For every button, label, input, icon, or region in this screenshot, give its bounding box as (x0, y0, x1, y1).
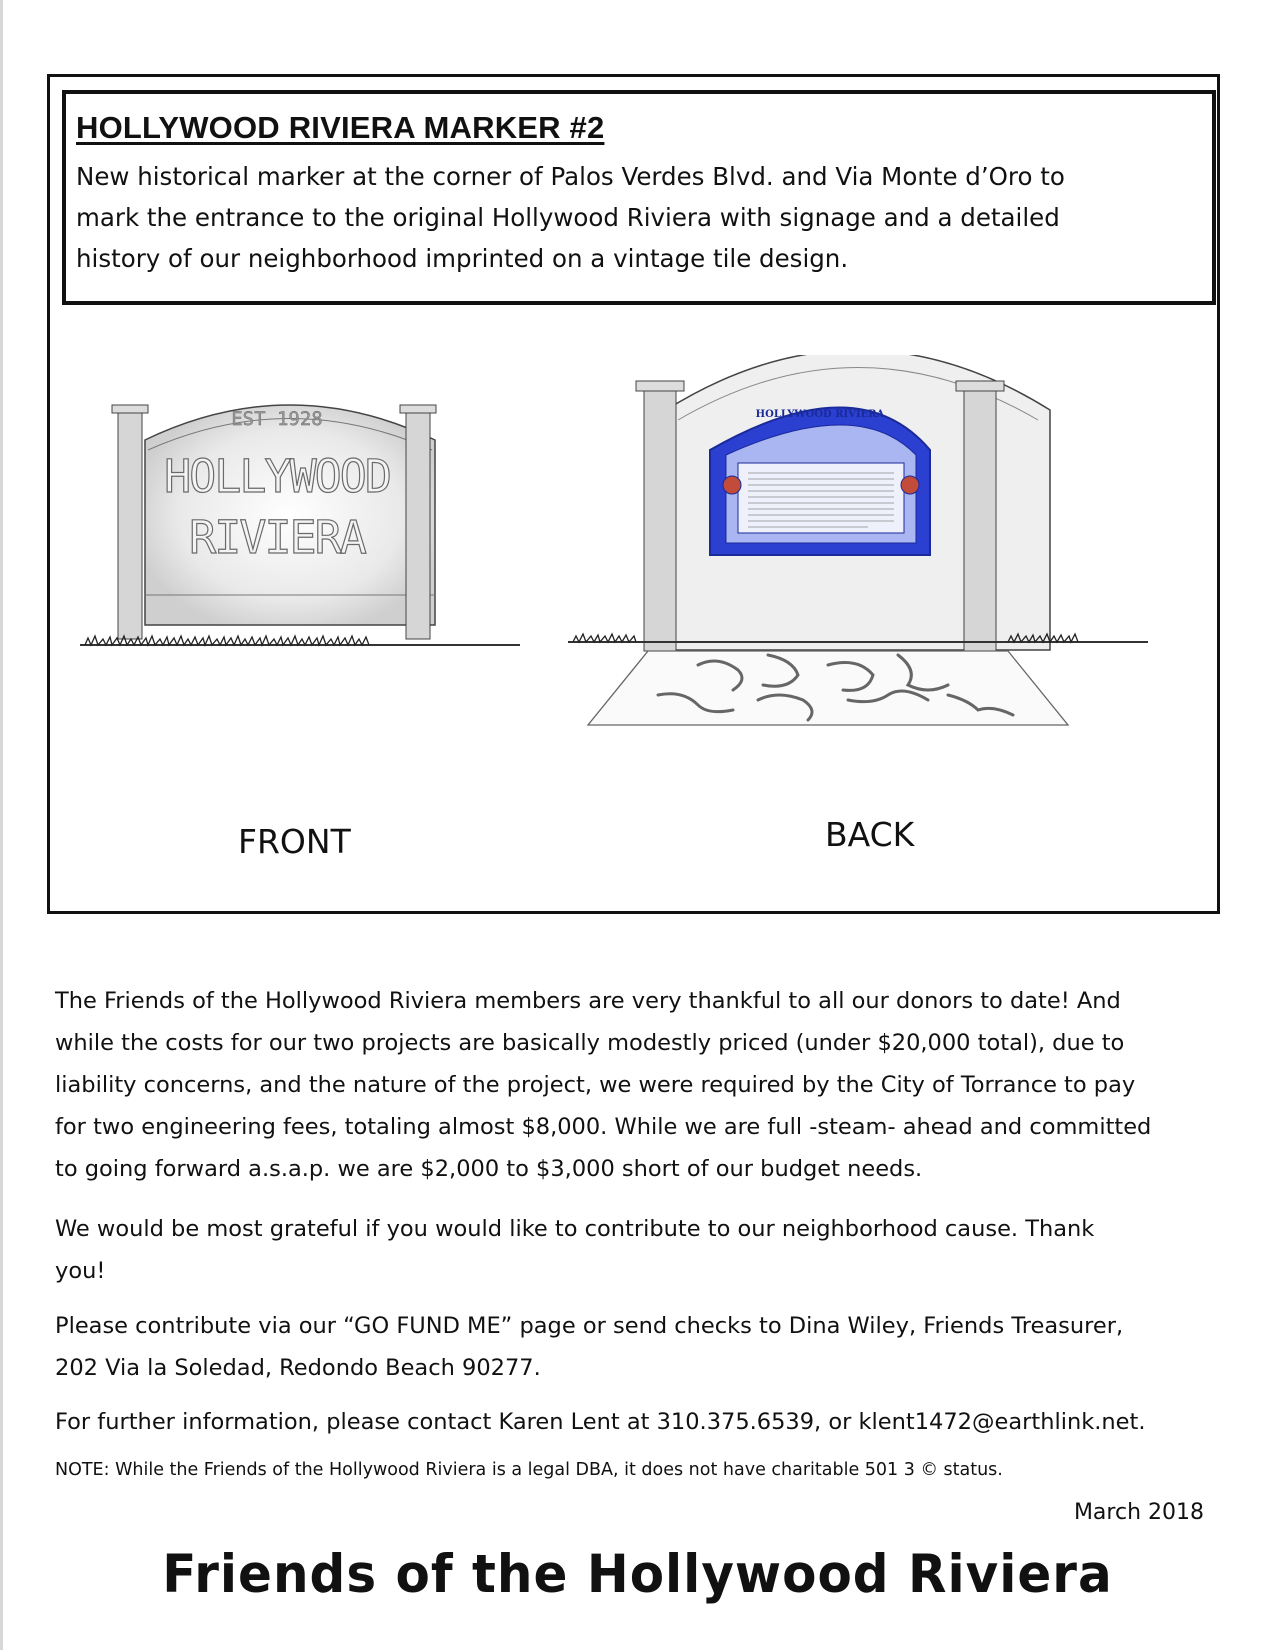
paragraph-line: you! (55, 1258, 106, 1284)
marker-description-line: mark the entrance to the original Hollywood Riviera with signage and a detailed (76, 203, 1060, 232)
paragraph-line: 202 Via la Soledad, Redondo Beach 90277. (55, 1355, 541, 1381)
issue-date: March 2018 (1073, 1500, 1204, 1525)
front-label: FRONT (238, 822, 351, 861)
paragraph-line: while the costs for our two projects are basically modestly priced (under $20,000 total), due to (55, 1030, 1125, 1056)
paragraph-line: The Friends of the Hollywood Riviera members are very thankful to all our donors to date! And (55, 988, 1121, 1014)
marker-description (76, 156, 1202, 279)
back-sign-illustration (568, 355, 1148, 775)
marker-title: HOLLYWOOD RIVIERA MARKER #2 (76, 110, 605, 145)
front-sign-line2: RIVIERA (189, 511, 365, 564)
thank-you-paragraph (55, 980, 1215, 1190)
contribute-request-paragraph (55, 1208, 1215, 1292)
front-sign-est: EST 1928 (231, 408, 323, 430)
paragraph-line: We would be most grateful if you would like to contribute to our neighborhood cause. Thank (55, 1216, 1095, 1242)
front-sign-illustration (80, 395, 520, 695)
legal-note: NOTE: While the Friends of the Hollywood Riviera is a legal DBA, it does not have charitable 501 3 © status. (55, 1460, 1003, 1480)
paragraph-line: Please contribute via our “GO FUND ME” page or send checks to Dina Wiley, Friends Treasurer, (55, 1313, 1124, 1339)
marker-description-line: history of our neighborhood imprinted on a vintage tile design. (76, 244, 849, 273)
back-label: BACK (825, 815, 915, 854)
back-sign-banner: HOLLYWOOD RIVIERA (755, 409, 885, 420)
page-edge (0, 0, 3, 1650)
contact-paragraph: For further information, please contact Karen Lent at 310.375.6539, or klent1472@earthlink.net. (55, 1409, 1146, 1435)
marker-header-box (62, 90, 1216, 305)
front-sign-line1: HOLLYWOOD (164, 450, 390, 503)
footer-organization-title: Friends of the Hollywood Riviera (162, 1543, 1113, 1605)
paragraph-line: to going forward a.s.a.p. we are $2,000 to $3,000 short of our budget needs. (55, 1156, 923, 1182)
paragraph-line: for two engineering fees, totaling almost $8,000. While we are full -steam- ahead and committed (55, 1114, 1152, 1140)
marker-description-line: New historical marker at the corner of Palos Verdes Blvd. and Via Monte d’Oro to (76, 162, 1065, 191)
contribution-method-paragraph (55, 1305, 1215, 1389)
paragraph-line: liability concerns, and the nature of the project, we were required by the City of Torrance to pay (55, 1072, 1136, 1098)
